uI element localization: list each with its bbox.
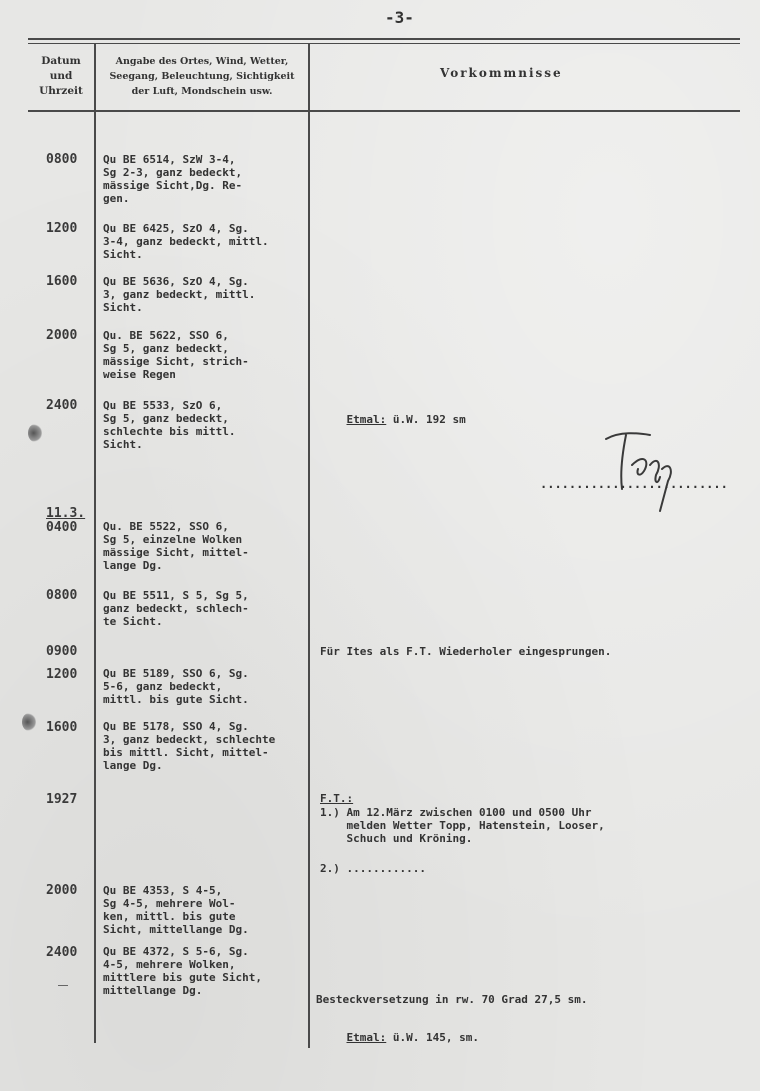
ft-item-2: 2.) ............ bbox=[320, 862, 426, 875]
entry-time: 1600 bbox=[46, 720, 78, 735]
etmal-1-value: ü.W. 192 sm bbox=[386, 413, 466, 426]
header-vorkommnisse: Vorkommnisse bbox=[440, 66, 563, 80]
entry-weather: Qu. BE 5622, SSO 6, Sg 5, ganz bedeckt, mässige Sicht, strich- weise Regen bbox=[103, 329, 249, 381]
entry-time: 2000 bbox=[46, 883, 78, 898]
entry-weather: Qu BE 5533, SzO 6, Sg 5, ganz bedeckt, schlechte bis mittl. Sicht. bbox=[103, 399, 236, 451]
etmal-1 bbox=[320, 400, 466, 439]
top-rule bbox=[28, 38, 740, 40]
entry-time: 2000 bbox=[46, 328, 78, 343]
signature-topp bbox=[598, 425, 684, 517]
column-divider-1 bbox=[94, 43, 96, 1043]
header-bottom-rule bbox=[28, 110, 740, 112]
entry-weather: Qu BE 5636, SzO 4, Sg. 3, ganz bedeckt, mittl. Sicht. bbox=[103, 275, 256, 314]
entry-time: 1600 bbox=[46, 274, 78, 289]
entry-weather: Qu BE 5189, SSO 6, Sg. 5-6, ganz bedeckt, mittl. bis gute Sicht. bbox=[103, 667, 249, 706]
entry-weather: Qu BE 5511, S 5, Sg 5, ganz bedeckt, schlech- te Sicht. bbox=[103, 589, 249, 628]
header-ort-line-1: Angabe des Ortes, Wind, Wetter, bbox=[115, 56, 289, 67]
itex-note: Für Ites als F.T. Wiederholer eingesprungen. bbox=[320, 645, 612, 658]
entry-time: 1200 bbox=[46, 667, 78, 682]
entry-time: 2400 bbox=[46, 398, 78, 413]
etmal-2-value: ü.W. 145, sm. bbox=[386, 1031, 479, 1044]
header-ort-line-3: der Luft, Mondschein usw. bbox=[131, 86, 273, 97]
etmal-2 bbox=[320, 1018, 479, 1057]
entry-weather: Qu BE 6514, SzW 3-4, Sg 2-3, ganz bedeckt, mässige Sicht,Dg. Re- gen. bbox=[103, 153, 243, 205]
entry-time: 0800 bbox=[46, 588, 78, 603]
margin-dash bbox=[58, 985, 68, 986]
header-datum-line-2: und bbox=[49, 70, 73, 82]
entry-weather: Qu. BE 5522, SSO 6, Sg 5, einzelne Wolken mässige Sicht, mittel- lange Dg. bbox=[103, 520, 249, 572]
entry-time: 2400 bbox=[46, 945, 78, 960]
ft-item-1: 1.) Am 12.März zwischen 0100 und 0500 Uhr melden Wetter Topp, Hatenstein, Looser, Schuch und Kröning. bbox=[320, 806, 605, 845]
header-datum-line-3: Uhrzeit bbox=[39, 85, 83, 97]
entry-date: 11.3. bbox=[46, 506, 86, 521]
header-datum bbox=[30, 54, 92, 99]
besteck-note: Besteckversetzung in rw. 70 Grad 27,5 sm. bbox=[316, 993, 588, 1006]
header-ort-line-2: Seegang, Beleuchtung, Sichtigkeit bbox=[109, 71, 295, 82]
etmal-1-label: Etmal: bbox=[346, 413, 387, 426]
etmal-2-label: Etmal: bbox=[346, 1031, 387, 1044]
entry-weather: Qu BE 4353, S 4-5, Sg 4-5, mehrere Wol- ken, mittl. bis gute Sicht, mittellange Dg. bbox=[103, 884, 249, 936]
entry-time: 0900 bbox=[46, 644, 78, 659]
entry-time: 0400 bbox=[46, 520, 78, 535]
punch-hole-top bbox=[28, 424, 42, 442]
entry-weather: Qu BE 5178, SSO 4, Sg. 3, ganz bedeckt, schlechte bis mittl. Sicht, mittel- lange Dg. bbox=[103, 720, 276, 772]
entry-weather: Qu BE 4372, S 5-6, Sg. 4-5, mehrere Wolken, mittlere bis gute Sicht, mittellange Dg. bbox=[103, 945, 262, 997]
ft-label: F.T.: bbox=[320, 792, 354, 805]
entry-time: 0800 bbox=[46, 152, 78, 167]
page-number: -3- bbox=[385, 8, 414, 27]
entry-time: 1200 bbox=[46, 221, 78, 236]
header-rule bbox=[28, 43, 740, 44]
signature-dots: .......................... bbox=[540, 477, 728, 491]
punch-hole-bottom bbox=[22, 713, 36, 731]
entry-time: 1927 bbox=[46, 792, 78, 807]
header-datum-line-1: Datum bbox=[41, 55, 81, 67]
header-ort bbox=[97, 54, 307, 99]
entry-weather: Qu BE 6425, SzO 4, Sg. 3-4, ganz bedeckt, mittl. Sicht. bbox=[103, 222, 269, 261]
